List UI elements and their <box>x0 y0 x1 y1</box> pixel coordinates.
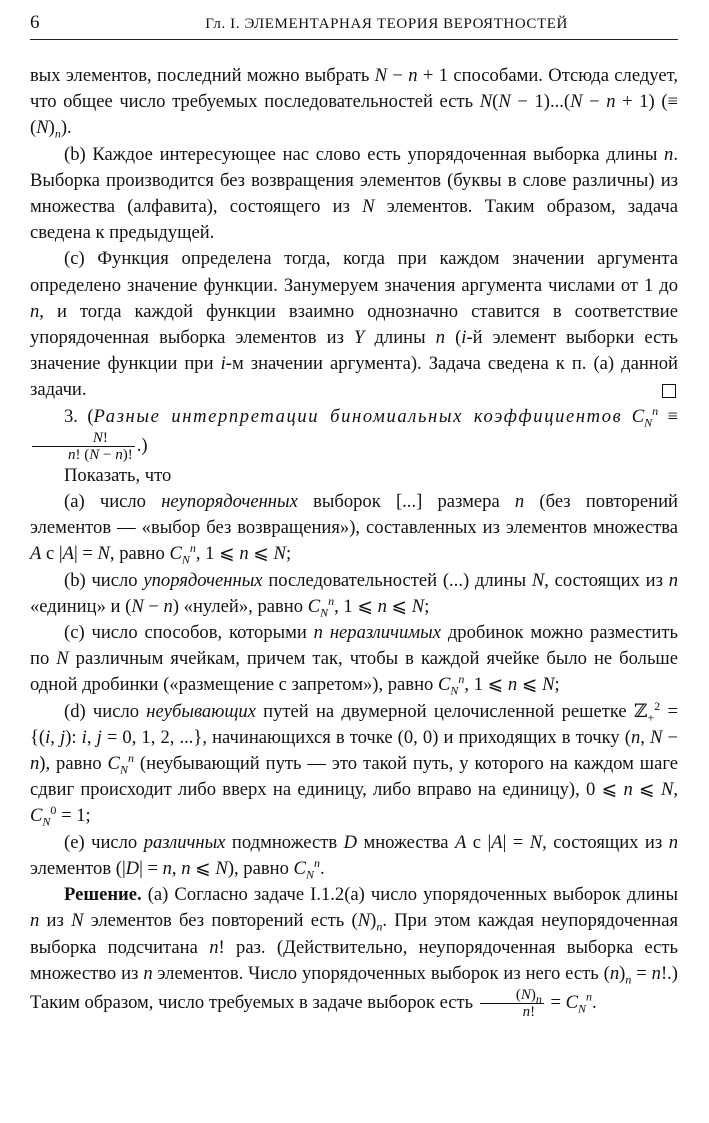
solution-fraction: $\frac{(N)_n}{n!}$ <box>480 987 544 1020</box>
end-of-proof-icon <box>662 384 676 398</box>
paragraph-p5: Показать, что <box>64 464 172 486</box>
paragraph-p3: (c) Функция определена тогда, когда при каждом значении аргумента определено значение функции. Занумеруем значения аргумента числами от 1 до n, и тогда каждой функции взаимно однозначно ставится в соответствие упорядоченная выборка элементов из Y длины n (i-й элемент выборки есть значение функции при i-м значении аргумента). Задача сведена к п. (a) данной задачи. <box>30 248 678 401</box>
running-header <box>30 12 678 40</box>
paragraph-p7: (b) число упорядоченных последовательностей (...) длины N, состоящих из n «единиц» и (N − n) «нулей», равно $C_N^n$, 1 ⩽ n ⩽ N; <box>30 569 678 620</box>
running-title: Гл. I. ЭЛЕМЕНТАРНАЯ ТЕОРИЯ ВЕРОЯТНОСТЕЙ <box>205 16 568 32</box>
paragraph-p9: (d) число неубывающих путей на двумерной целочисленной решетке ℤ$_+^2$ = {(i, j): i, j = 0, 1, 2, ...}, начинающихся в точке (0, 0) и приходящих в точку (n, N − n), равно $C_N^n$ (неубывающий путь — это такой путь, у которого на каждом шаге сдвиг происходит либо вверх на единицу, либо вправо на единицу), 0 ⩽ n ⩽ N, $C_N^0 = 1$; <box>30 698 679 830</box>
page-body <box>30 63 678 1020</box>
paragraph-p10: (e) число различных подмножеств D множества A с |A| = N, состоящих из n элементов (|D| = n, n ⩽ N), равно $C_N^n$. <box>30 831 678 882</box>
paragraph-p11: Решение. (a) Согласно задаче I.1.2(a) число упорядоченных выборок длины n из N элементов без повторений есть $(N)_n$. При этом каждая неупорядоченная выборка подсчитана n! раз. (Действительно, неупорядоченная выборка есть множество из n элементов. Число упорядоченных выборок из него есть $(n)_n = n$!.) Таким образом, число требуемых в задаче выборок есть $\frac{(N)_n}{n!}$ = $C_N^n$. <box>30 884 679 1020</box>
book-page <box>30 12 678 1020</box>
paragraph-p6: (a) число неупорядоченных выборок [...] размера n (без повторений элементов — «выбор без возвращения»), составленных из элементов множества A с |A| = N, равно $C_N^n$, 1 ⩽ n ⩽ N; <box>30 491 678 568</box>
binomial-fraction: $\frac{N!}{n! (N - n)!}$ <box>32 430 135 463</box>
page-number: 6 <box>30 12 40 33</box>
paragraph-p8: (c) число способов, которыми n неразличимых дробинок можно разместить по N различным ячейкам, причем так, чтобы в каждой ячейке было не больше одной дробинки («размещение с запретом»), равно $C_N^n$, 1 ⩽ n ⩽ N; <box>30 622 678 699</box>
paragraph-p2: (b) Каждое интересующее нас слово есть упорядоченная выборка длины n. Выборка производится без возвращения элементов (буквы в слове различны) из множества (алфавита), состоящего из N элементов. Таким образом, задача сведена к предыдущей. <box>30 143 678 244</box>
paragraph-p4: 3. (Разные интерпретации биномиальных коэффициентов $C_N^n$ ≡ $\frac{N!}{n! (N - n)!}$ .) <box>30 404 678 463</box>
paragraph-p1: вых элементов, последний можно выбрать N − n + 1 способами. Отсюда следует, что общее число требуемых последовательностей есть N(N − 1)...(N − n + 1) (≡ $(N)_n$). <box>30 65 678 142</box>
